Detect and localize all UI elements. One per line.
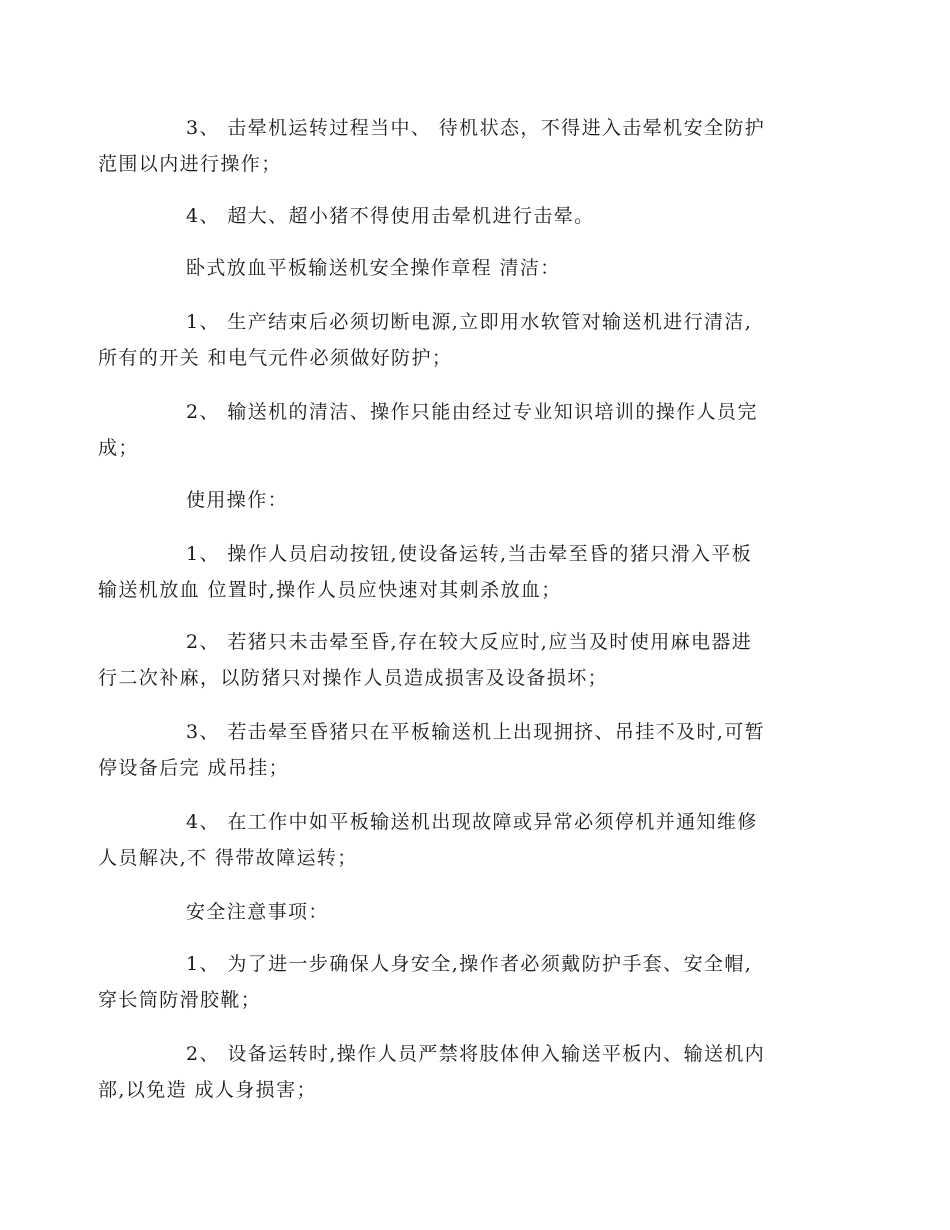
text-line: 所有的开关 和电气元件必须做好防护； (98, 347, 453, 369)
paragraph-pig-size-rule (142, 198, 808, 234)
text-line: 2、 设备运转时,操作人员严禁将肢体伸入输送平板内、输送机内 (186, 1043, 766, 1065)
text-line: 人员解决,不 得带故障运转； (98, 847, 358, 869)
section-heading-safety (142, 894, 808, 930)
text-line: 输送机放血 位置时,操作人员应快速对其刺杀放血； (98, 579, 562, 601)
section-heading-cleaning (142, 250, 808, 286)
text-line: 部,以免造 成人身损害； (98, 1079, 317, 1101)
text-line: 停设备后完 成吊挂； (98, 757, 290, 779)
section-heading-operation (142, 482, 808, 518)
text-line: 成； (98, 437, 139, 459)
text-line: 安全注意事项： (186, 901, 329, 923)
text-line: 卧式放血平板输送机安全操作章程 清洁： (186, 257, 561, 279)
paragraph-operation-2 (98, 624, 808, 696)
paragraph-operation-3 (98, 714, 808, 786)
paragraph-cleaning-1 (98, 304, 808, 376)
text-line: 1、 生产结束后必须切断电源,立即用水软管对输送机进行清洁, (186, 311, 753, 333)
text-line: 1、 操作人员启动按钮,使设备运转,当击晕至昏的猪只滑入平板 (186, 543, 753, 565)
text-line: 使用操作： (186, 489, 289, 511)
text-line: 行二次补麻，以防猪只对操作人员造成损害及设备损坏； (98, 667, 609, 689)
text-line: 1、 为了进一步确保人身安全,操作者必须戴防护手套、安全帽, (186, 953, 753, 975)
paragraph-cleaning-2 (98, 394, 808, 466)
text-line: 3、 击晕机运转过程当中、 待机状态，不得进入击晕机安全防护 (186, 117, 766, 139)
paragraph-stunner-safety-zone (98, 110, 808, 182)
text-line: 2、 若猪只未击晕至昏,存在较大反应时,应当及时使用麻电器进 (186, 631, 753, 653)
text-line: 4、 在工作中如平板输送机出现故障或异常必须停机并通知维修 (186, 811, 758, 833)
paragraph-operation-1 (98, 536, 808, 608)
text-line: 范围以内进行操作； (98, 153, 282, 175)
paragraph-safety-1 (98, 946, 808, 1018)
text-line: 4、 超大、超小猪不得使用击晕机进行击晕。 (186, 205, 595, 227)
paragraph-operation-4 (98, 804, 808, 876)
text-line: 2、 输送机的清洁、操作只能由经过专业知识培训的操作人员完 (186, 401, 758, 423)
text-line: 3、 若击晕至昏猪只在平板输送机上出现拥挤、吊挂不及时,可暂 (186, 721, 766, 743)
paragraph-safety-2 (98, 1036, 808, 1108)
text-line: 穿长筒防滑胶靴； (98, 989, 262, 1011)
